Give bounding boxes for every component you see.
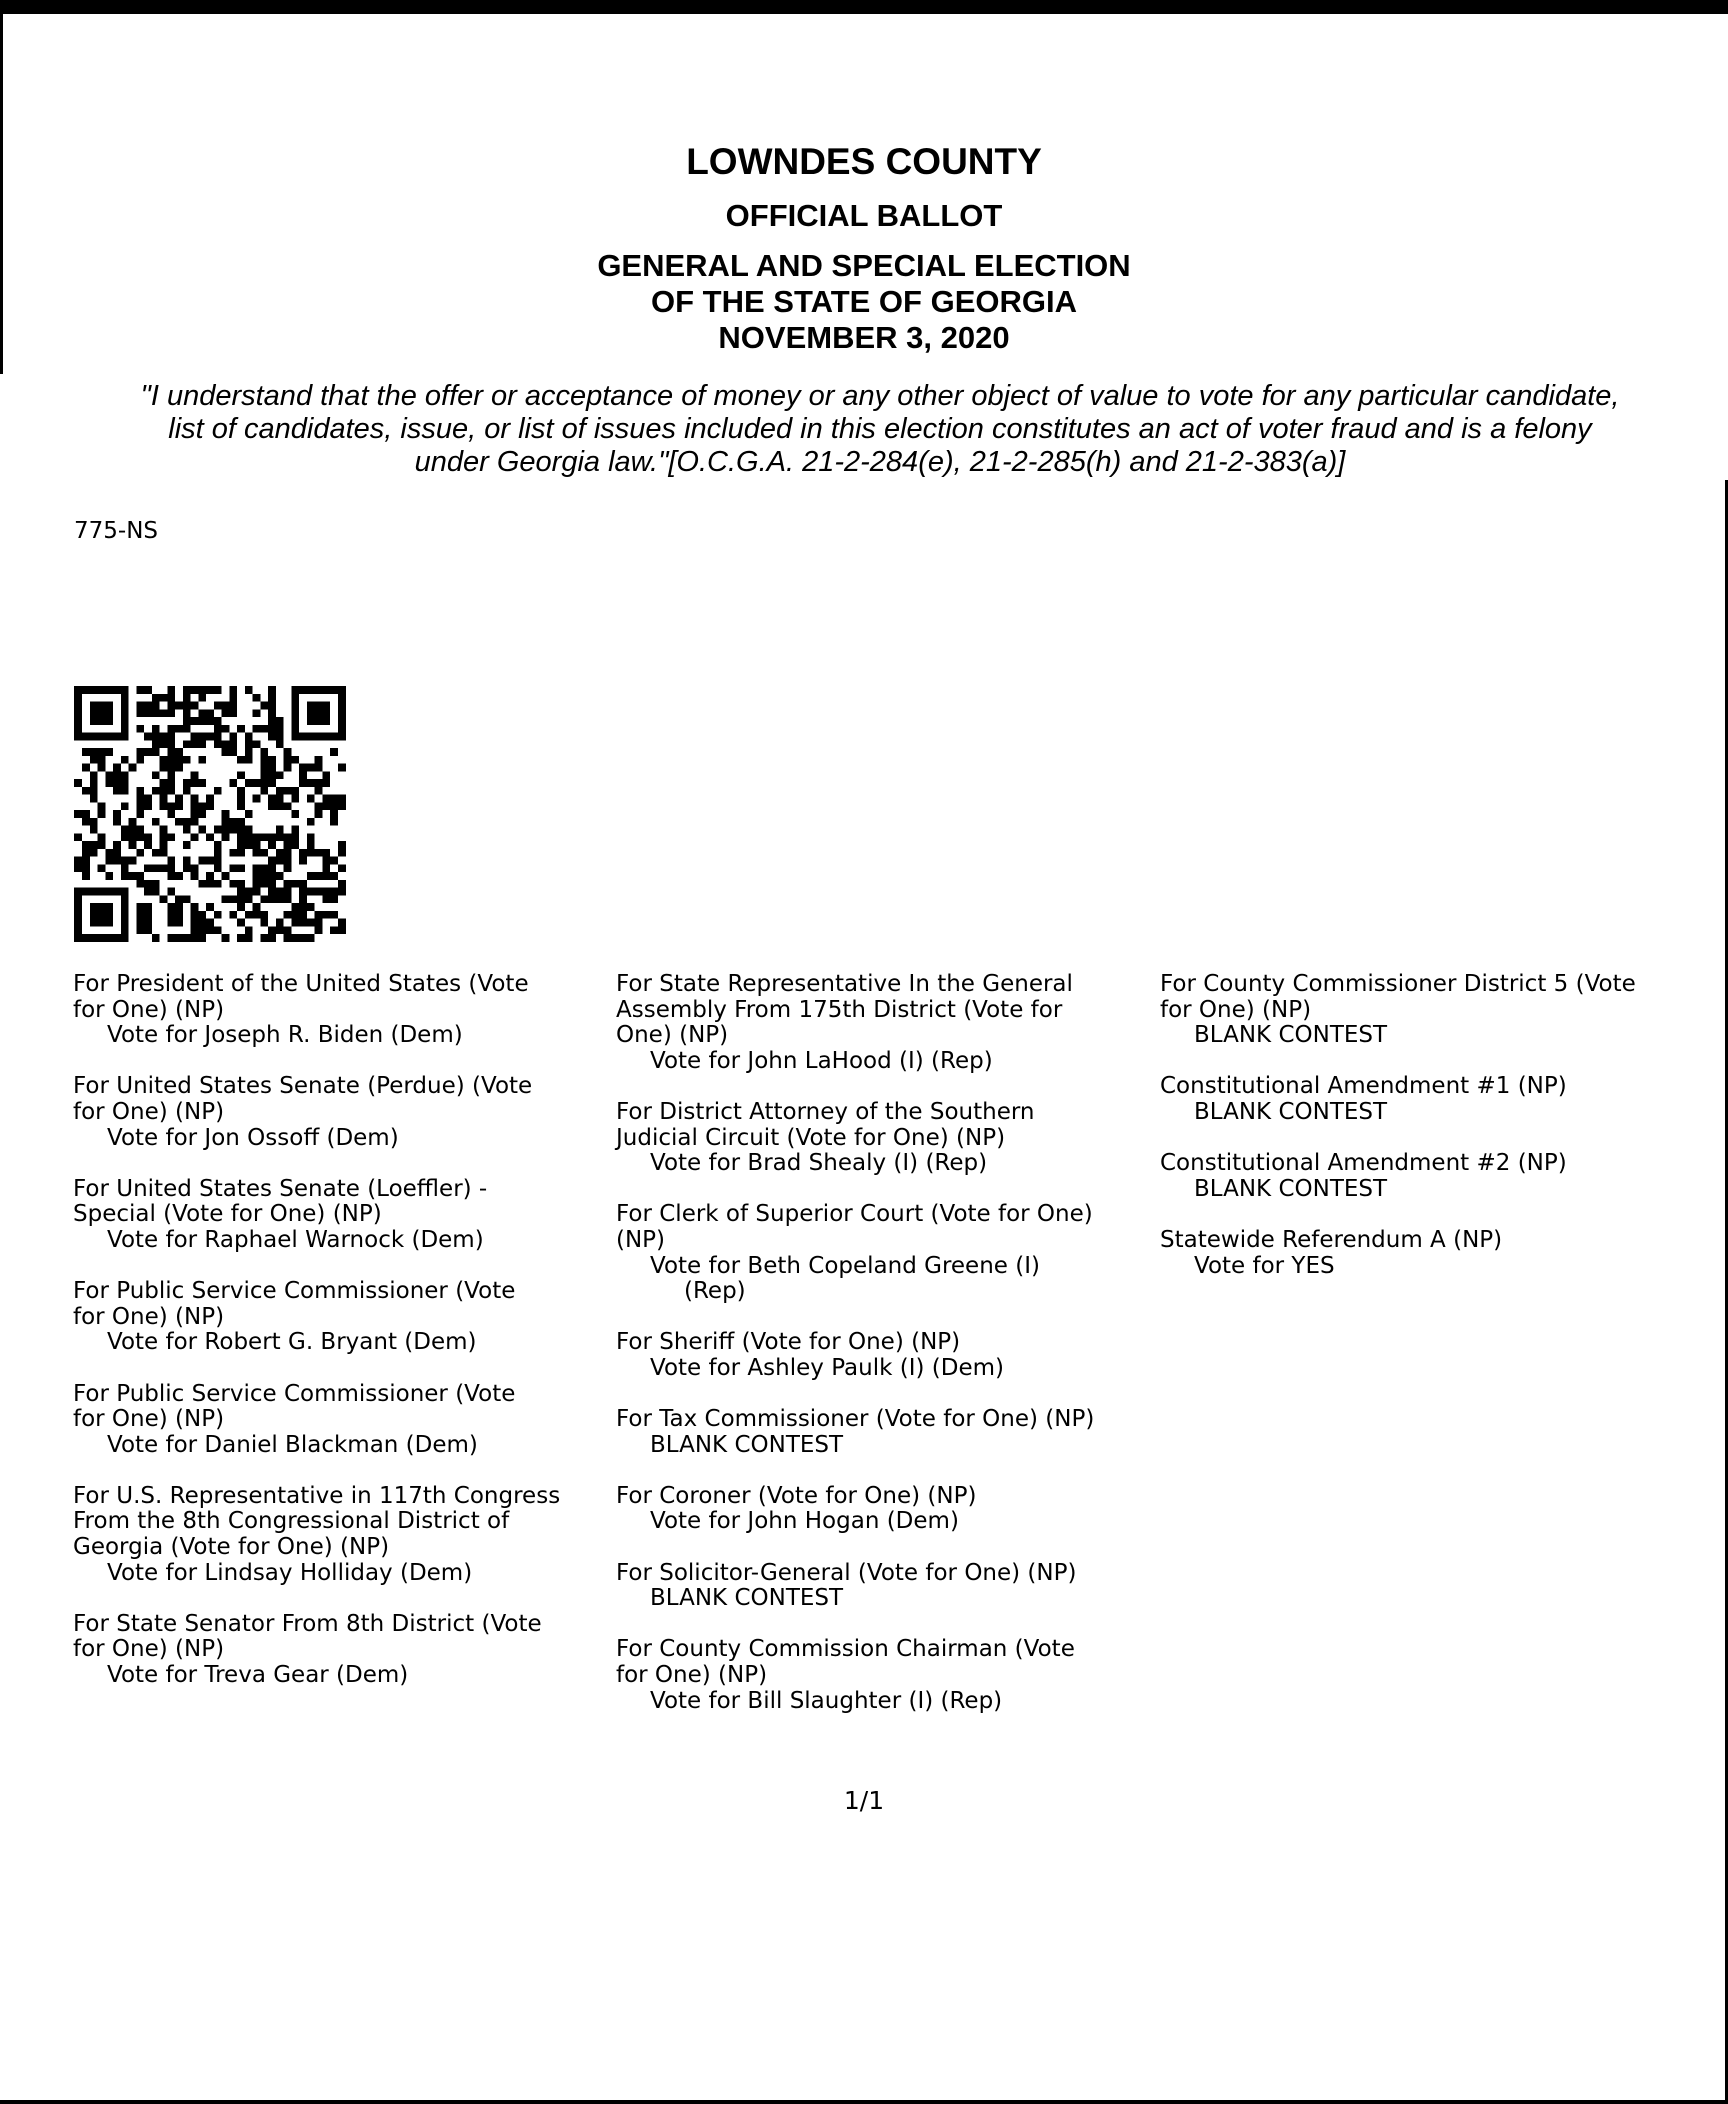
- contest-title: Statewide Referendum A (NP): [1160, 1226, 1503, 1253]
- contest-title: For U.S. Representative in 117th Congress From the 8th Congressional District of Georgia (Vote for One) (NP): [73, 1482, 561, 1561]
- contest-title: For Clerk of Superior Court (Vote for One) (NP): [616, 1201, 1093, 1253]
- contest-entry: [73, 1612, 613, 1689]
- contest-title: For Tax Commissioner (Vote for One) (NP): [616, 1406, 1095, 1433]
- scan-bottom-edge: [0, 2100, 1728, 2104]
- contest-entry: [616, 1330, 1156, 1381]
- contest-entry: [1160, 1228, 1720, 1279]
- contest-entry: [1160, 1151, 1720, 1202]
- contest-entry: [73, 1484, 613, 1586]
- contest-entry: [616, 1484, 1156, 1535]
- contest-selection: Vote for Beth Copeland Greene (I): [650, 1252, 1040, 1279]
- contest-selection: BLANK CONTEST: [1194, 1022, 1388, 1049]
- contest-selection: BLANK CONTEST: [650, 1585, 844, 1612]
- contest-column-1: [73, 972, 613, 1714]
- contest-entry: [1160, 1074, 1720, 1125]
- election-title-line2: OF THE STATE OF GEORGIA: [651, 284, 1077, 319]
- oath-line-1: "I understand that the offer or acceptance of money or any other object of value to vote for any particular candidate,: [140, 380, 1620, 412]
- contest-selection: Vote for Bill Slaughter (I) (Rep): [650, 1687, 1003, 1714]
- contest-selection: Vote for Daniel Blackman (Dem): [107, 1431, 478, 1458]
- contest-title: For District Attorney of the Southern Judicial Circuit (Vote for One) (NP): [616, 1098, 1035, 1151]
- contest-selection: Vote for John LaHood (I) (Rep): [650, 1047, 993, 1074]
- page-number: 1/1: [843, 1786, 885, 1815]
- contest-title: For Public Service Commissioner (Vote for One) (NP): [73, 1380, 516, 1433]
- contest-selection-continued: (Rep): [684, 1278, 746, 1305]
- election-date: NOVEMBER 3, 2020: [718, 320, 1010, 355]
- contest-entry: [73, 1382, 613, 1459]
- contest-entry: [616, 972, 1156, 1074]
- contest-title: For Coroner (Vote for One) (NP): [616, 1482, 977, 1509]
- contest-entry: [616, 1561, 1156, 1612]
- contest-selection: Vote for Lindsay Holliday (Dem): [107, 1559, 473, 1586]
- oath-line-3: under Georgia law."[O.C.G.A. 21-2-284(e), 21-2-285(h) and 21-2-383(a)]: [414, 446, 1346, 478]
- contest-selection: Vote for Robert G. Bryant (Dem): [107, 1329, 477, 1356]
- contest-entry: [73, 1279, 613, 1356]
- contest-title: For Solicitor-General (Vote for One) (NP): [616, 1559, 1077, 1586]
- contest-title: For United States Senate (Perdue) (Vote for One) (NP): [73, 1073, 533, 1125]
- scan-top-border: [0, 0, 1728, 14]
- contest-selection: BLANK CONTEST: [1194, 1098, 1388, 1125]
- contest-selection: Vote for Jon Ossoff (Dem): [107, 1124, 399, 1151]
- contest-title: For County Commissioner District 5 (Vote for One) (NP): [1160, 971, 1636, 1023]
- contest-title: For President of the United States (Vote for One) (NP): [73, 971, 529, 1023]
- county-title: LOWNDES COUNTY: [686, 141, 1042, 182]
- contest-entry: [616, 1637, 1156, 1714]
- contest-selection: Vote for John Hogan (Dem): [650, 1508, 959, 1535]
- contest-title: For County Commission Chairman (Vote for One) (NP): [616, 1636, 1075, 1689]
- contest-selection: Vote for Raphael Warnock (Dem): [107, 1226, 484, 1253]
- ballot-qr-code: [72, 686, 348, 942]
- contest-selection: Vote for Treva Gear (Dem): [107, 1662, 409, 1689]
- voter-fraud-statement: [70, 380, 1690, 479]
- contest-selection: BLANK CONTEST: [650, 1431, 844, 1458]
- contest-entry: [616, 1407, 1156, 1458]
- election-title-line1: GENERAL AND SPECIAL ELECTION: [597, 248, 1131, 283]
- contest-entry: [73, 1074, 613, 1151]
- contest-selection: Vote for Ashley Paulk (I) (Dem): [650, 1354, 1004, 1381]
- contest-title: For Public Service Commissioner (Vote for One) (NP): [73, 1278, 516, 1330]
- contest-title: For Sheriff (Vote for One) (NP): [616, 1329, 961, 1356]
- contest-title: Constitutional Amendment #1 (NP): [1160, 1073, 1567, 1100]
- contest-entry: [616, 1100, 1156, 1177]
- contest-title: For State Senator From 8th District (Vote for One) (NP): [73, 1610, 542, 1663]
- contest-selection: Vote for Joseph R. Biden (Dem): [107, 1022, 463, 1049]
- ballot-style-code: 775-NS: [74, 518, 159, 544]
- contest-selection: Vote for Brad Shealy (I) (Rep): [650, 1150, 988, 1177]
- ballot-header: [0, 138, 1728, 356]
- contest-entry: [616, 1202, 1156, 1304]
- contest-title: Constitutional Amendment #2 (NP): [1160, 1150, 1567, 1177]
- contest-selection: Vote for YES: [1194, 1252, 1335, 1279]
- contest-title: For United States Senate (Loeffler) - Special (Vote for One) (NP): [73, 1175, 488, 1228]
- contest-column-2: [616, 972, 1156, 1740]
- contest-entry: [73, 972, 613, 1049]
- ballot-title: OFFICIAL BALLOT: [725, 198, 1003, 233]
- contest-entry: [73, 1177, 613, 1254]
- contest-title: For State Representative In the General Assembly From 175th District (Vote for One) (NP): [616, 971, 1073, 1049]
- contest-column-3: [1160, 972, 1720, 1305]
- contest-entry: [1160, 972, 1720, 1049]
- contest-selection: BLANK CONTEST: [1194, 1175, 1388, 1202]
- oath-line-2: list of candidates, issue, or list of issues included in this election constitutes an act of voter fraud and is a felony: [168, 413, 1592, 445]
